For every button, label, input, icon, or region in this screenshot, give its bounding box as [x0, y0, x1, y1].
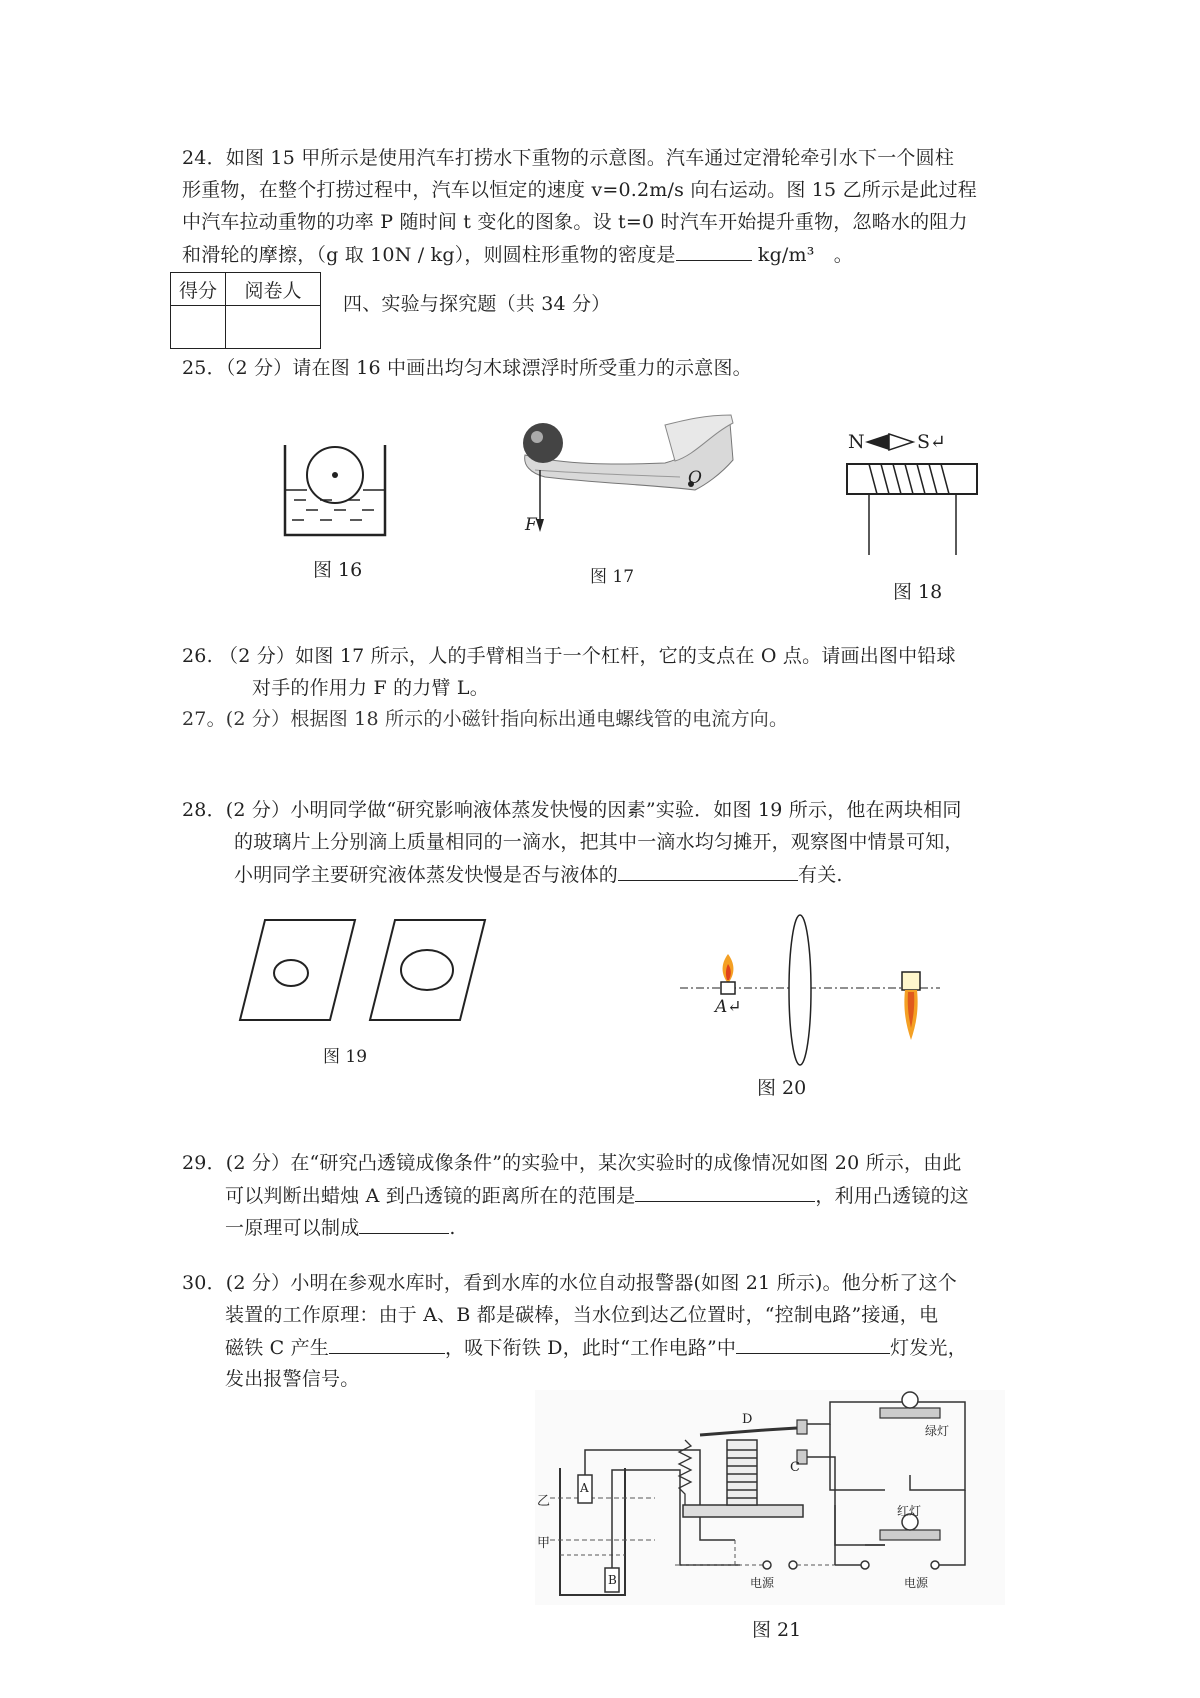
- question-26: [182, 640, 956, 704]
- question-28: [182, 794, 964, 890]
- figure-18-south-label: S↵: [917, 431, 946, 453]
- question-30: [182, 1267, 967, 1395]
- q30-line-3: [182, 1331, 967, 1363]
- figure-20: [680, 910, 940, 1060]
- q24-line-4-text: 和滑轮的摩擦，（g 取 10N / kg），则圆柱形重物的密度是: [182, 244, 676, 266]
- figure-19: [235, 915, 495, 1025]
- q26-line-2: 对手的作用力 F 的力臂 L。: [252, 677, 489, 699]
- figure-21-power-label-1: 电源: [750, 1576, 775, 1590]
- score-label: 得分: [171, 273, 226, 306]
- q29-line-1: 29．(2 分）在“研究凸透镜成像条件”的实验中，某次实验时的成像情况如图 20 所示，由此: [182, 1152, 962, 1174]
- figure-21-level-yi-label: 乙: [537, 1494, 551, 1509]
- figure-17-pivot-label: O: [688, 468, 702, 488]
- q30-effect-blank[interactable]: [329, 1331, 445, 1354]
- q26-line-1: 26. （2 分）如图 17 所示，人的手臂相当于一个杠杆，它的支点在 O 点。请画出图中铅球: [182, 645, 956, 667]
- figure-19-caption: 图 19: [323, 1047, 368, 1067]
- figure-21-green-lamp-label: 绿灯: [925, 1424, 950, 1438]
- q28-line-3-text: 小明同学主要研究液体蒸发快慢是否与液体的: [234, 864, 619, 886]
- q30-line-3-end: 灯发光，: [890, 1337, 967, 1359]
- figure-18: [845, 430, 980, 560]
- section-title: 四、实验与探究题（共 34 分）: [343, 293, 611, 315]
- question-27: 27。(2 分）根据图 18 所示的小磁针指向标出通电螺线管的电流方向。: [182, 708, 789, 730]
- q29-line-2-end: ，利用凸透镜的这: [815, 1185, 970, 1207]
- figure-16-caption: 图 16: [313, 559, 363, 581]
- figure-21-red-lamp-label: 红灯: [897, 1504, 922, 1518]
- question-25: 25．（2 分）请在图 16 中画出均匀木球漂浮时所受重力的示意图。: [182, 357, 752, 379]
- question-29: [182, 1147, 969, 1243]
- figure-21-electromagnet-label: C: [790, 1460, 800, 1475]
- question-24: [182, 142, 977, 270]
- figure-20-caption: 图 20: [757, 1077, 807, 1099]
- score-table: [170, 272, 321, 349]
- q28-line-1: 28．(2 分）小明同学做“研究影响液体蒸发快慢的因素”实验．如图 19 所示，他在两块相同: [182, 799, 962, 821]
- grader-cell[interactable]: [226, 306, 321, 349]
- figure-18-caption: 图 18: [893, 581, 943, 603]
- q24-unit: kg/m³ 。: [757, 244, 853, 266]
- q24-answer-blank[interactable]: [676, 238, 752, 261]
- q30-line-2: 装置的工作原理：由于 A、B 都是碳棒，当水位到达乙位置时，“控制电路”接通，电: [225, 1304, 939, 1326]
- q30-line-1: 30．(2 分）小明在参观水库时，看到水库的水位自动报警器(如图 21 所示)。他分析了这个: [182, 1272, 958, 1294]
- score-cell[interactable]: [171, 306, 226, 349]
- q30-line-3-text: 磁铁 C 产生: [225, 1337, 330, 1359]
- q29-line-2-text: 可以判断出蜡烛 A 到凸透镜的距离所在的范围是: [225, 1185, 636, 1207]
- figure-21-level-jia-label: 甲: [537, 1536, 551, 1551]
- q29-line-3: [182, 1211, 969, 1243]
- q30-line-4: 发出报警信号。: [225, 1368, 360, 1390]
- q29-line-2: [182, 1179, 969, 1211]
- figure-16: [280, 440, 390, 540]
- figure-21-caption: 图 21: [752, 1619, 802, 1641]
- figure-20-candle-label: A↵: [715, 997, 742, 1017]
- q30-line-3-mid: ，吸下衔铁 D，此时“工作电路”中: [445, 1337, 737, 1359]
- figure-21-armature-label: D: [742, 1412, 753, 1427]
- q24-line-4: [182, 238, 977, 270]
- q29-range-blank[interactable]: [635, 1179, 815, 1202]
- figure-18-north-label: N: [848, 431, 865, 453]
- q29-line-3-end: .: [449, 1217, 456, 1239]
- q30-lamp-blank[interactable]: [736, 1331, 890, 1354]
- figure-21-rod-a-label: A: [580, 1481, 589, 1495]
- figure-21-rod-b-label: B: [608, 1573, 617, 1587]
- q28-line-3-end: 有关.: [798, 864, 843, 886]
- q24-line-2: 形重物，在整个打捞过程中，汽车以恒定的速度 v=0.2m/s 向右运动。图 15 乙所示是此过程: [182, 179, 977, 201]
- figure-21-power-label-2: 电源: [904, 1576, 929, 1590]
- q29-line-3-text: 一原理可以制成: [225, 1217, 360, 1239]
- q28-answer-blank[interactable]: [618, 858, 798, 881]
- figure-17-force-label: F: [525, 515, 537, 535]
- figure-17-caption: 图 17: [590, 567, 635, 587]
- q29-device-blank[interactable]: [359, 1211, 449, 1234]
- q24-line-3: 中汽车拉动重物的功率 P 随时间 t 变化的图象。设 t=0 时汽车开始提升重物，忽略水的阻力: [182, 211, 968, 233]
- q28-line-3: [182, 858, 964, 890]
- q28-line-2: 的玻璃片上分别滴上质量相同的一滴水，把其中一滴水均匀摊开，观察图中情景可知，: [234, 831, 964, 853]
- q24-line-1: 24．如图 15 甲所示是使用汽车打捞水下重物的示意图。汽车通过定滑轮牵引水下一个圆柱: [182, 147, 955, 169]
- grader-label: 阅卷人: [226, 273, 321, 306]
